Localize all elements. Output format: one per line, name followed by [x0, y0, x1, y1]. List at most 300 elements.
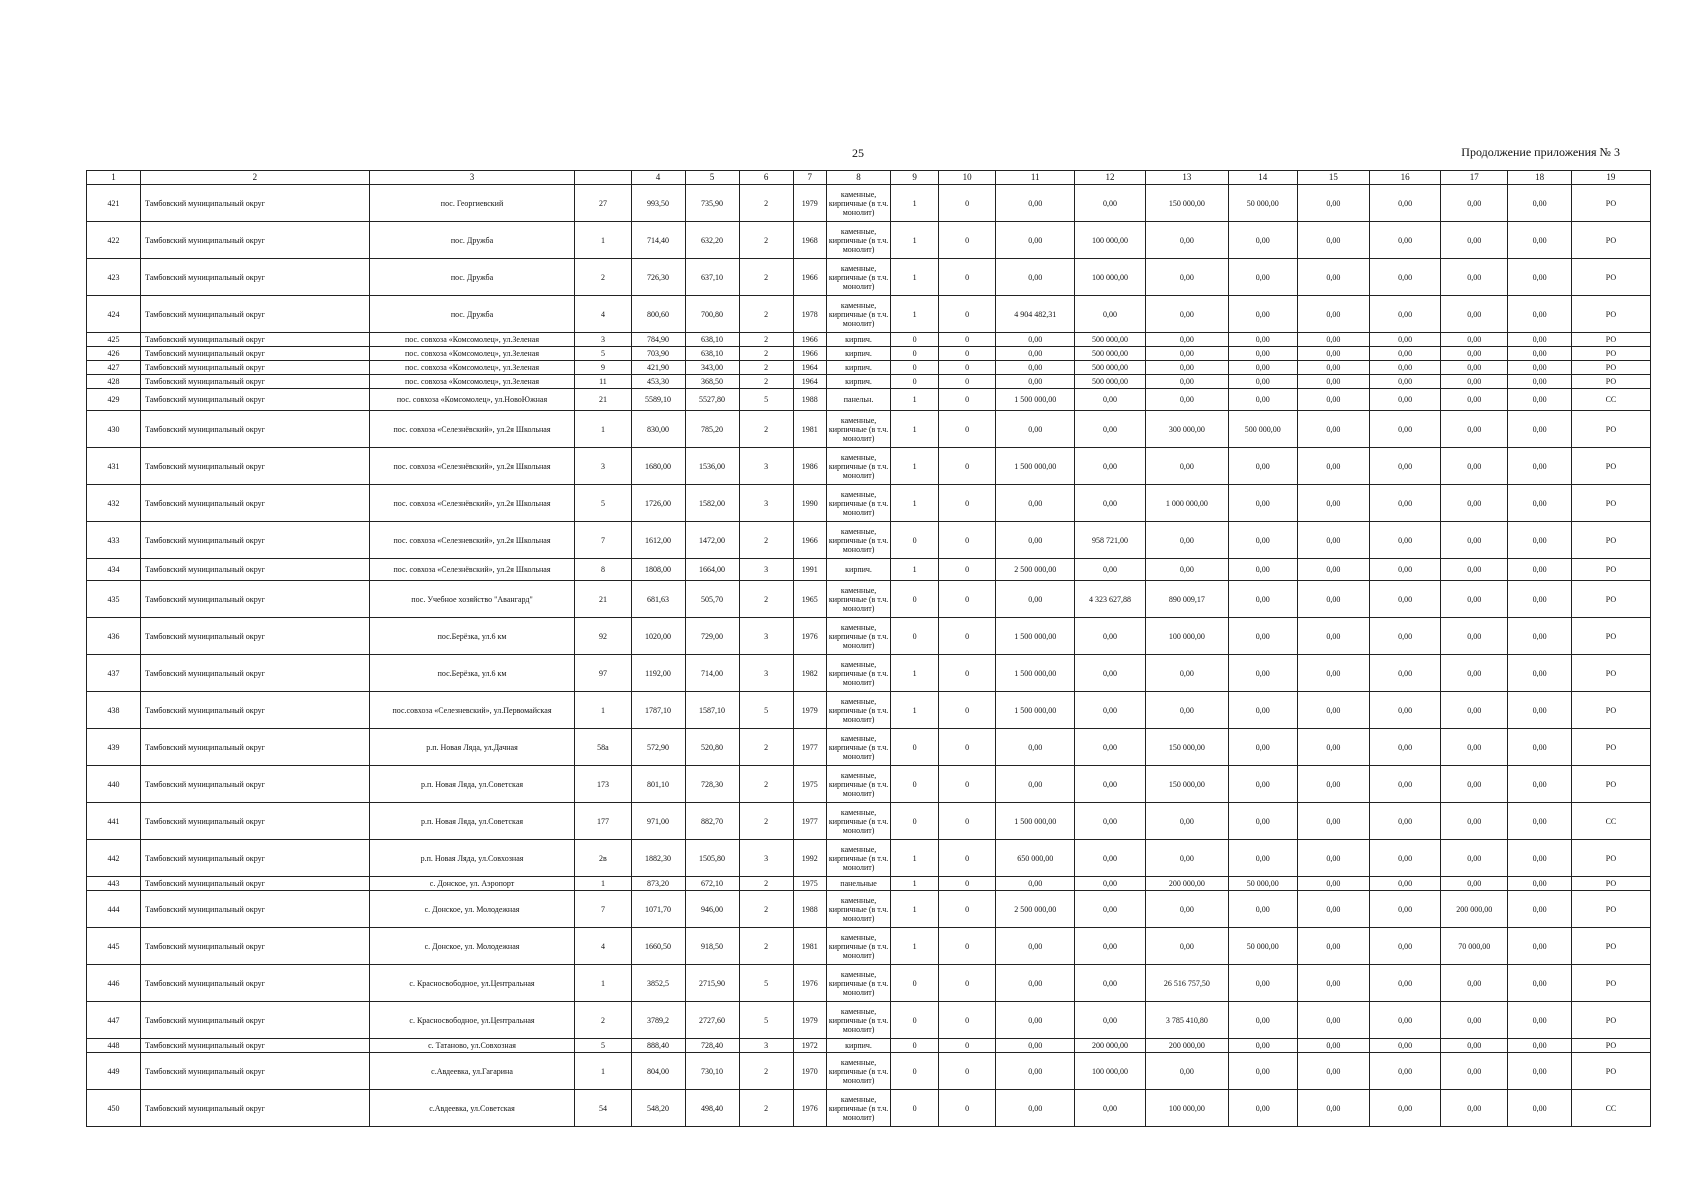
- table-cell: 1726,00: [631, 485, 685, 522]
- table-cell: 0,00: [1297, 559, 1370, 581]
- table-cell: с.Авдеевка, ул.Гагарина: [369, 1053, 575, 1090]
- table-cell: 440: [87, 766, 141, 803]
- table-cell: 100 000,00: [1075, 259, 1146, 296]
- table-cell: 5589,10: [631, 389, 685, 411]
- table-cell: 368,50: [685, 375, 739, 389]
- table-cell: 0: [939, 618, 996, 655]
- table-cell: 422: [87, 222, 141, 259]
- table-cell: 8: [575, 559, 631, 581]
- table-cell: 0,00: [1440, 185, 1508, 222]
- table-cell: 0,00: [1228, 655, 1297, 692]
- table-cell: 0,00: [1440, 559, 1508, 581]
- table-cell: 918,50: [685, 928, 739, 965]
- table-cell: 1965: [793, 581, 826, 618]
- table-row: [87, 891, 1651, 928]
- table-cell: Тамбовский муниципальный округ: [141, 928, 370, 965]
- table-cell: пос. совхоза «Комсомолец», ул.Зеленая: [369, 347, 575, 361]
- table-cell: 0,00: [1145, 361, 1228, 375]
- table-row: [87, 692, 1651, 729]
- table-cell: 0,00: [1508, 965, 1571, 1002]
- table-cell: кирпич.: [826, 347, 890, 361]
- table-cell: 0,00: [1145, 375, 1228, 389]
- table-cell: 1882,30: [631, 840, 685, 877]
- table-cell: 343,00: [685, 361, 739, 375]
- table-cell: 2: [739, 411, 793, 448]
- table-cell: 801,10: [631, 766, 685, 803]
- table-cell: 421: [87, 185, 141, 222]
- header-cell: 10: [939, 171, 996, 185]
- table-cell: 150 000,00: [1145, 766, 1228, 803]
- table-cell: 173: [575, 766, 631, 803]
- table-cell: 804,00: [631, 1053, 685, 1090]
- table-row: [87, 448, 1651, 485]
- table-cell: 4: [575, 928, 631, 965]
- table-cell: 0,00: [1508, 618, 1571, 655]
- table-cell: 0,00: [1370, 1002, 1441, 1039]
- table-cell: 882,70: [685, 803, 739, 840]
- table-row: [87, 766, 1651, 803]
- table-cell: 0: [891, 375, 939, 389]
- table-cell: кирпич.: [826, 1039, 890, 1053]
- table-cell: каменные, кирпичные (в т.ч. монолит): [826, 965, 890, 1002]
- table-cell: 0,00: [1508, 1039, 1571, 1053]
- table-cell: 0,00: [1508, 448, 1571, 485]
- table-cell: 1472,00: [685, 522, 739, 559]
- table-cell: 3: [575, 333, 631, 347]
- table-row: [87, 840, 1651, 877]
- table-cell: 0,00: [1370, 891, 1441, 928]
- table-cell: 0,00: [1228, 1002, 1297, 1039]
- table-cell: 1 000 000,00: [1145, 485, 1228, 522]
- table-cell: 200 000,00: [1440, 891, 1508, 928]
- table-cell: 0,00: [1145, 259, 1228, 296]
- table-cell: РО: [1571, 655, 1650, 692]
- header-cell: 12: [1075, 171, 1146, 185]
- table-row: [87, 877, 1651, 891]
- table-row: [87, 259, 1651, 296]
- table-cell: с. Донское, ул. Молодежная: [369, 928, 575, 965]
- table-cell: каменные, кирпичные (в т.ч. монолит): [826, 522, 890, 559]
- table-cell: 3: [739, 655, 793, 692]
- table-cell: 433: [87, 522, 141, 559]
- table-cell: 0,00: [1508, 222, 1571, 259]
- table-cell: каменные, кирпичные (в т.ч. монолит): [826, 581, 890, 618]
- table-cell: 2: [739, 185, 793, 222]
- table-cell: 0,00: [1145, 347, 1228, 361]
- table-cell: 58а: [575, 729, 631, 766]
- table-cell: 1986: [793, 448, 826, 485]
- table-cell: пос. совхоза «Комсомолец», ул.Зеленая: [369, 361, 575, 375]
- table-cell: 0,00: [1075, 559, 1146, 581]
- table-cell: 2: [575, 259, 631, 296]
- header-cell: [575, 171, 631, 185]
- table-cell: 1970: [793, 1053, 826, 1090]
- header-cell: 1: [87, 171, 141, 185]
- table-cell: 424: [87, 296, 141, 333]
- table-cell: 0,00: [1145, 296, 1228, 333]
- table-cell: 0,00: [1440, 375, 1508, 389]
- table-cell: 0,00: [1228, 891, 1297, 928]
- table-cell: 2 500 000,00: [996, 559, 1075, 581]
- table-cell: 0: [939, 485, 996, 522]
- table-cell: Тамбовский муниципальный округ: [141, 222, 370, 259]
- table-cell: 800,60: [631, 296, 685, 333]
- table-cell: РО: [1571, 840, 1650, 877]
- table-cell: панельн.: [826, 389, 890, 411]
- table-cell: с. Донское, ул. Молодежная: [369, 891, 575, 928]
- table-cell: 0,00: [1297, 361, 1370, 375]
- table-cell: 92: [575, 618, 631, 655]
- table-cell: 0: [939, 840, 996, 877]
- table-cell: 1977: [793, 803, 826, 840]
- table-cell: 1981: [793, 411, 826, 448]
- table-cell: 3: [739, 618, 793, 655]
- table-cell: 2: [739, 1090, 793, 1127]
- table-cell: 1505,80: [685, 840, 739, 877]
- table-cell: 9: [575, 361, 631, 375]
- table-cell: 445: [87, 928, 141, 965]
- table-cell: РО: [1571, 692, 1650, 729]
- header-cell: 7: [793, 171, 826, 185]
- table-cell: Тамбовский муниципальный округ: [141, 259, 370, 296]
- table-cell: 1 500 000,00: [996, 655, 1075, 692]
- table-cell: 443: [87, 877, 141, 891]
- table-cell: каменные, кирпичные (в т.ч. монолит): [826, 655, 890, 692]
- table-cell: 0: [939, 296, 996, 333]
- table-cell: 0,00: [1370, 333, 1441, 347]
- table-cell: 0,00: [1145, 448, 1228, 485]
- table-cell: 0,00: [1508, 347, 1571, 361]
- table-cell: 0: [939, 928, 996, 965]
- table-cell: 0,00: [1440, 581, 1508, 618]
- table-cell: 0,00: [1440, 1039, 1508, 1053]
- table-cell: 0: [891, 1053, 939, 1090]
- table-cell: 0: [939, 766, 996, 803]
- table-cell: 54: [575, 1090, 631, 1127]
- table-cell: 426: [87, 347, 141, 361]
- table-cell: 0,00: [996, 375, 1075, 389]
- table-cell: 2: [739, 928, 793, 965]
- table-cell: 0,00: [1370, 766, 1441, 803]
- table-cell: 0,00: [1508, 559, 1571, 581]
- table-cell: 0: [891, 522, 939, 559]
- table-cell: 0: [939, 333, 996, 347]
- table-cell: 1: [575, 411, 631, 448]
- table-cell: 0,00: [1370, 347, 1441, 361]
- table-cell: 520,80: [685, 729, 739, 766]
- table-cell: 432: [87, 485, 141, 522]
- table-cell: 1966: [793, 259, 826, 296]
- header-cell: 4: [631, 171, 685, 185]
- table-cell: 5: [575, 485, 631, 522]
- table-cell: 2: [739, 1053, 793, 1090]
- table-cell: РО: [1571, 296, 1650, 333]
- table-cell: 0,00: [996, 1090, 1075, 1127]
- table-cell: Тамбовский муниципальный округ: [141, 692, 370, 729]
- table-cell: 0,00: [1440, 1090, 1508, 1127]
- table-cell: 0: [939, 1090, 996, 1127]
- table-cell: 0,00: [1075, 803, 1146, 840]
- table-cell: Тамбовский муниципальный округ: [141, 655, 370, 692]
- header-cell: 9: [891, 171, 939, 185]
- table-cell: каменные, кирпичные (в т.ч. монолит): [826, 618, 890, 655]
- table-cell: 1 500 000,00: [996, 803, 1075, 840]
- table-cell: 200 000,00: [1075, 1039, 1146, 1053]
- table-cell: 1966: [793, 522, 826, 559]
- table-cell: 0,00: [1370, 389, 1441, 411]
- table-cell: 728,30: [685, 766, 739, 803]
- table-cell: 0: [891, 1090, 939, 1127]
- table-cell: Тамбовский муниципальный округ: [141, 877, 370, 891]
- table-cell: Тамбовский муниципальный округ: [141, 965, 370, 1002]
- table-cell: 0,00: [1297, 803, 1370, 840]
- table-cell: 1: [575, 222, 631, 259]
- table-cell: 0: [891, 1002, 939, 1039]
- table-cell: 5: [739, 692, 793, 729]
- table-cell: 1972: [793, 1039, 826, 1053]
- table-cell: 0,00: [1297, 729, 1370, 766]
- table-cell: 442: [87, 840, 141, 877]
- table-cell: 2727,60: [685, 1002, 739, 1039]
- table-cell: 150 000,00: [1145, 729, 1228, 766]
- table-cell: 5: [739, 965, 793, 1002]
- table-cell: каменные, кирпичные (в т.ч. монолит): [826, 222, 890, 259]
- table-cell: 0,00: [996, 333, 1075, 347]
- table-cell: 0,00: [1440, 296, 1508, 333]
- table-cell: 1020,00: [631, 618, 685, 655]
- table-cell: 0,00: [1508, 411, 1571, 448]
- table-cell: каменные, кирпичные (в т.ч. монолит): [826, 729, 890, 766]
- table-cell: 0,00: [1440, 1053, 1508, 1090]
- table-cell: 1 500 000,00: [996, 692, 1075, 729]
- table-cell: 0,00: [1228, 1053, 1297, 1090]
- table-cell: 0,00: [1297, 448, 1370, 485]
- table-cell: Тамбовский муниципальный округ: [141, 766, 370, 803]
- table-cell: 0,00: [1370, 522, 1441, 559]
- table-cell: 3: [739, 1039, 793, 1053]
- table-cell: каменные, кирпичные (в т.ч. монолит): [826, 1002, 890, 1039]
- table-cell: 0,00: [1370, 222, 1441, 259]
- table-cell: 0,00: [1440, 222, 1508, 259]
- table-cell: 700,80: [685, 296, 739, 333]
- table-cell: РО: [1571, 559, 1650, 581]
- table-cell: кирпич.: [826, 333, 890, 347]
- table-cell: 0: [891, 803, 939, 840]
- table-cell: пос. Учебное хозяйство "Авангард": [369, 581, 575, 618]
- table-cell: Тамбовский муниципальный округ: [141, 361, 370, 375]
- table-cell: 0,00: [1508, 375, 1571, 389]
- table-cell: 1 500 000,00: [996, 448, 1075, 485]
- table-cell: 0,00: [1228, 840, 1297, 877]
- table-cell: каменные, кирпичные (в т.ч. монолит): [826, 928, 890, 965]
- table-cell: Тамбовский муниципальный округ: [141, 522, 370, 559]
- table-cell: 0,00: [1145, 803, 1228, 840]
- table-cell: пос.Берёзка, ул.6 км: [369, 655, 575, 692]
- table-cell: 1981: [793, 928, 826, 965]
- table-cell: 0,00: [1370, 1039, 1441, 1053]
- table-cell: каменные, кирпичные (в т.ч. монолит): [826, 411, 890, 448]
- table-cell: 0,00: [1297, 375, 1370, 389]
- table-cell: 1964: [793, 375, 826, 389]
- table-cell: 0,00: [1145, 840, 1228, 877]
- table-cell: 3: [575, 448, 631, 485]
- table-cell: пос. совхоза «Селезнёвский», ул.2я Школьная: [369, 448, 575, 485]
- table-cell: 0,00: [1370, 259, 1441, 296]
- appendix-label: Продолжение приложения № 3: [1461, 145, 1620, 159]
- table-cell: РО: [1571, 522, 1650, 559]
- table-cell: пос.Берёзка, ул.6 км: [369, 618, 575, 655]
- table-cell: 0,00: [1145, 1053, 1228, 1090]
- table-cell: 1: [891, 655, 939, 692]
- table-cell: 1 500 000,00: [996, 618, 1075, 655]
- table-cell: 450: [87, 1090, 141, 1127]
- table-cell: 5: [575, 1039, 631, 1053]
- table-cell: 0,00: [996, 222, 1075, 259]
- table-cell: 0,00: [1508, 389, 1571, 411]
- table-cell: 0: [891, 1039, 939, 1053]
- table-cell: 435: [87, 581, 141, 618]
- table-cell: 0,00: [996, 522, 1075, 559]
- table-cell: с. Донское, ул. Аэропорт: [369, 877, 575, 891]
- table-cell: 0,00: [1228, 766, 1297, 803]
- table-cell: 3: [739, 840, 793, 877]
- table-row: [87, 655, 1651, 692]
- table-cell: 500 000,00: [1075, 333, 1146, 347]
- table-cell: 1612,00: [631, 522, 685, 559]
- table-cell: 0,00: [996, 581, 1075, 618]
- header-cell: 11: [996, 171, 1075, 185]
- table-cell: 0,00: [996, 1053, 1075, 1090]
- table-cell: 0,00: [1145, 692, 1228, 729]
- table-cell: 2: [739, 877, 793, 891]
- table-cell: 2: [739, 581, 793, 618]
- table-cell: 0,00: [1440, 522, 1508, 559]
- table-cell: 0,00: [1297, 485, 1370, 522]
- table-cell: 1975: [793, 766, 826, 803]
- table-cell: 0,00: [1145, 389, 1228, 411]
- table-cell: каменные, кирпичные (в т.ч. монолит): [826, 692, 890, 729]
- table-cell: 0,00: [1297, 692, 1370, 729]
- table-row: [87, 559, 1651, 581]
- table-cell: РО: [1571, 1053, 1650, 1090]
- table-cell: кирпич.: [826, 361, 890, 375]
- table-cell: 1: [575, 1053, 631, 1090]
- table-cell: 50 000,00: [1228, 928, 1297, 965]
- table-cell: 2: [739, 259, 793, 296]
- table-cell: 0,00: [996, 928, 1075, 965]
- table-cell: 0: [939, 347, 996, 361]
- table-cell: 0,00: [1440, 411, 1508, 448]
- table-cell: 1988: [793, 389, 826, 411]
- table-cell: 1664,00: [685, 559, 739, 581]
- table-cell: 0,00: [1440, 618, 1508, 655]
- table-row: [87, 296, 1651, 333]
- table-cell: 0,00: [1228, 1090, 1297, 1127]
- table-cell: 0,00: [1440, 347, 1508, 361]
- header-cell: 2: [141, 171, 370, 185]
- table-cell: 505,70: [685, 581, 739, 618]
- table-cell: 0,00: [1440, 692, 1508, 729]
- table-cell: 0: [891, 581, 939, 618]
- table-cell: 0,00: [1075, 485, 1146, 522]
- table-cell: 1: [891, 389, 939, 411]
- table-cell: 0,00: [1297, 347, 1370, 361]
- table-cell: 0,00: [1440, 448, 1508, 485]
- table-cell: Тамбовский муниципальный округ: [141, 333, 370, 347]
- table-cell: 0,00: [1440, 729, 1508, 766]
- table-cell: 0,00: [1075, 448, 1146, 485]
- table-cell: 0,00: [1297, 877, 1370, 891]
- table-cell: 1: [891, 185, 939, 222]
- table-cell: 1: [891, 485, 939, 522]
- table-cell: РО: [1571, 891, 1650, 928]
- table-cell: 0,00: [1145, 928, 1228, 965]
- table-cell: р.п. Новая Ляда, ул.Дачная: [369, 729, 575, 766]
- table-cell: 0,00: [1370, 559, 1441, 581]
- table-cell: 729,00: [685, 618, 739, 655]
- table-cell: 0,00: [1075, 692, 1146, 729]
- table-cell: 2: [739, 375, 793, 389]
- table-cell: 0,00: [1370, 618, 1441, 655]
- table-cell: 5: [739, 389, 793, 411]
- table-cell: РО: [1571, 347, 1650, 361]
- header-row: [87, 171, 1651, 185]
- table-cell: 1992: [793, 840, 826, 877]
- table-cell: 5: [575, 347, 631, 361]
- table-cell: каменные, кирпичные (в т.ч. монолит): [826, 1090, 890, 1127]
- table-cell: с. Татаново, ул.Совхозная: [369, 1039, 575, 1053]
- table-cell: 2715,90: [685, 965, 739, 1002]
- table-cell: 0,00: [1297, 259, 1370, 296]
- table-cell: 4 323 627,88: [1075, 581, 1146, 618]
- table-cell: 0,00: [1370, 692, 1441, 729]
- table-cell: каменные, кирпичные (в т.ч. монолит): [826, 766, 890, 803]
- table-cell: 785,20: [685, 411, 739, 448]
- table-cell: 0,00: [1297, 965, 1370, 1002]
- table-cell: 0,00: [1228, 361, 1297, 375]
- table-cell: РО: [1571, 581, 1650, 618]
- table-cell: 0,00: [1297, 1039, 1370, 1053]
- table-cell: Тамбовский муниципальный округ: [141, 559, 370, 581]
- table-row: [87, 729, 1651, 766]
- table-cell: 421,90: [631, 361, 685, 375]
- table-cell: 0,00: [1508, 692, 1571, 729]
- table-cell: 890 009,17: [1145, 581, 1228, 618]
- table-cell: 0,00: [1440, 1002, 1508, 1039]
- table-cell: РО: [1571, 729, 1650, 766]
- header-cell: 14: [1228, 171, 1297, 185]
- table-cell: 423: [87, 259, 141, 296]
- table-cell: 1976: [793, 1090, 826, 1127]
- table-cell: 0: [939, 522, 996, 559]
- table-cell: СС: [1571, 389, 1650, 411]
- table-cell: 0: [939, 411, 996, 448]
- table-cell: 0,00: [1228, 1039, 1297, 1053]
- table-cell: 100 000,00: [1075, 1053, 1146, 1090]
- table-cell: 1979: [793, 692, 826, 729]
- table-cell: 0,00: [1228, 389, 1297, 411]
- table-cell: 0,00: [996, 411, 1075, 448]
- table-cell: 0: [939, 361, 996, 375]
- table-cell: 1808,00: [631, 559, 685, 581]
- table-row: [87, 1053, 1651, 1090]
- table-cell: 0: [939, 965, 996, 1002]
- table-cell: 1979: [793, 185, 826, 222]
- table-cell: 0: [939, 448, 996, 485]
- table-cell: пос. Дружба: [369, 259, 575, 296]
- table-cell: РО: [1571, 965, 1650, 1002]
- table-cell: Тамбовский муниципальный округ: [141, 347, 370, 361]
